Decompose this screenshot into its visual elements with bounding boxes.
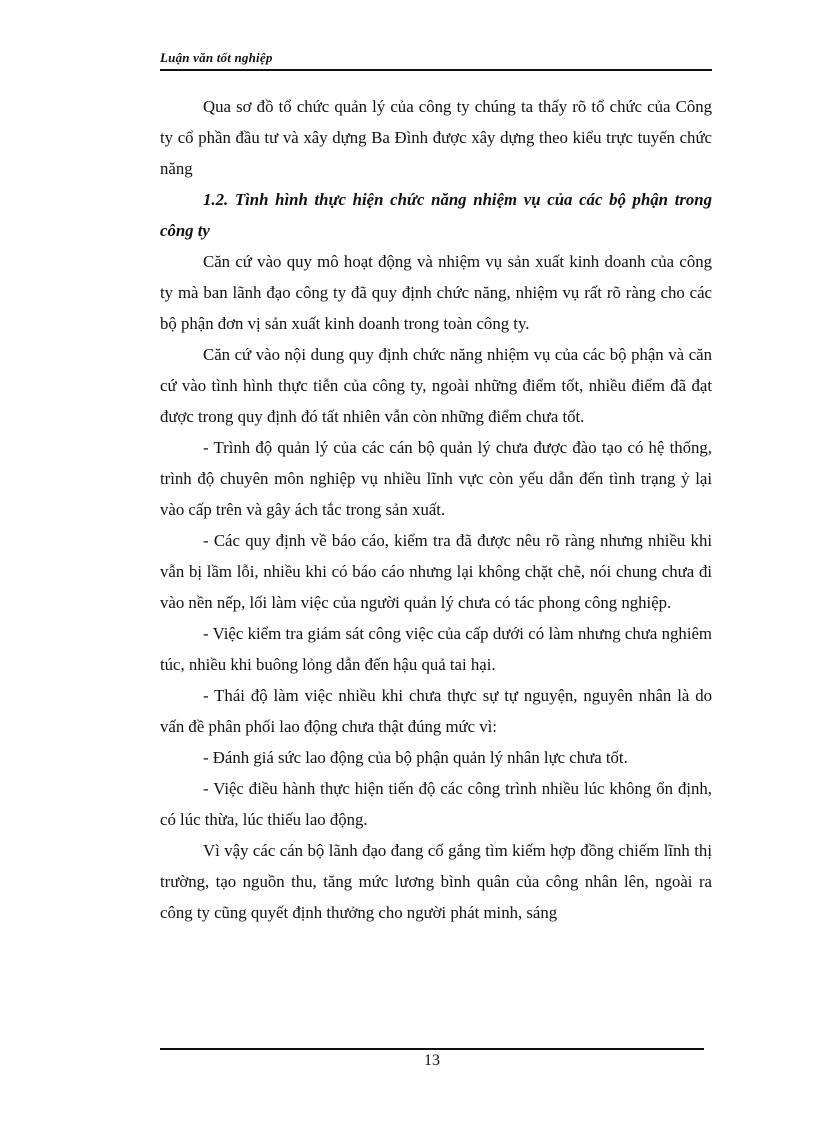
section-heading: 1.2. Tình hình thực hiện chức năng nhiệm vụ của các bộ phận trong công ty	[160, 190, 712, 240]
paragraph: Căn cứ vào nội dung quy định chức năng nhiệm vụ của các bộ phận và căn cứ vào tình hình thực tiễn của công ty, ngoài những điểm tốt, nhiều điểm đã đạt được trong quy định đó tất nhiên vẫn còn những điểm chưa tốt.	[160, 345, 712, 426]
page-number: 13	[424, 1052, 440, 1069]
header-title: Luận văn tốt nghiệp	[160, 50, 273, 65]
header-rule	[160, 69, 712, 71]
paragraph: - Việc điều hành thực hiện tiến độ các công trình nhiều lúc không ổn định, có lúc thừa, lúc thiếu lao động.	[160, 779, 712, 829]
paragraph: - Việc kiểm tra giám sát công việc của cấp dưới có làm nhưng chưa nghiêm túc, nhiều khi buông lỏng dẫn đến hậu quả tai hại.	[160, 624, 712, 674]
paragraph: Căn cứ vào quy mô hoạt động và nhiệm vụ sản xuất kinh doanh của công ty mà ban lãnh đạo công ty đã quy định chức năng, nhiệm vụ rất rõ ràng cho các bộ phận đơn vị sản xuất kinh doanh trong toàn công ty.	[160, 252, 712, 333]
document-body	[160, 91, 712, 928]
paragraph: Qua sơ đồ tổ chức quản lý của công ty chúng ta thấy rõ tổ chức của Công ty cổ phần đầu tư và xây dựng Ba Đình được xây dựng theo kiểu trực tuyến chức năng	[160, 97, 712, 178]
footer-rule	[160, 1048, 704, 1050]
paragraph: - Các quy định về báo cáo, kiểm tra đã được nêu rõ ràng nhưng nhiều khi vẫn bị lầm lỗi, nhiều khi có báo cáo nhưng lại không chặt chẽ, nói chung chưa đi vào nền nếp, lối làm việc của người quản lý chưa có tác phong công nghiệp.	[160, 531, 712, 612]
page-header	[160, 50, 712, 71]
paragraph: - Thái độ làm việc nhiều khi chưa thực sự tự nguyện, nguyên nhân là do vấn đề phân phối lao động chưa thật đúng mức vì:	[160, 686, 712, 736]
paragraph: Vì vậy các cán bộ lãnh đạo đang cố gắng tìm kiếm hợp đồng chiếm lĩnh thị trường, tạo nguồn thu, tăng mức lương bình quân của công nhân lên, ngoài ra công ty cũng quyết định thưởng cho người phát minh, sáng	[160, 841, 712, 922]
paragraph: - Trình độ quản lý của các cán bộ quản lý chưa được đào tạo có hệ thống, trình độ chuyên môn nghiệp vụ nhiều lĩnh vực còn yếu dẫn đến tình trạng ỷ lại vào cấp trên và gây ách tắc trong sản xuất.	[160, 438, 712, 519]
paragraph: - Đánh giá sức lao động của bộ phận quản lý nhân lực chưa tốt.	[203, 748, 628, 767]
